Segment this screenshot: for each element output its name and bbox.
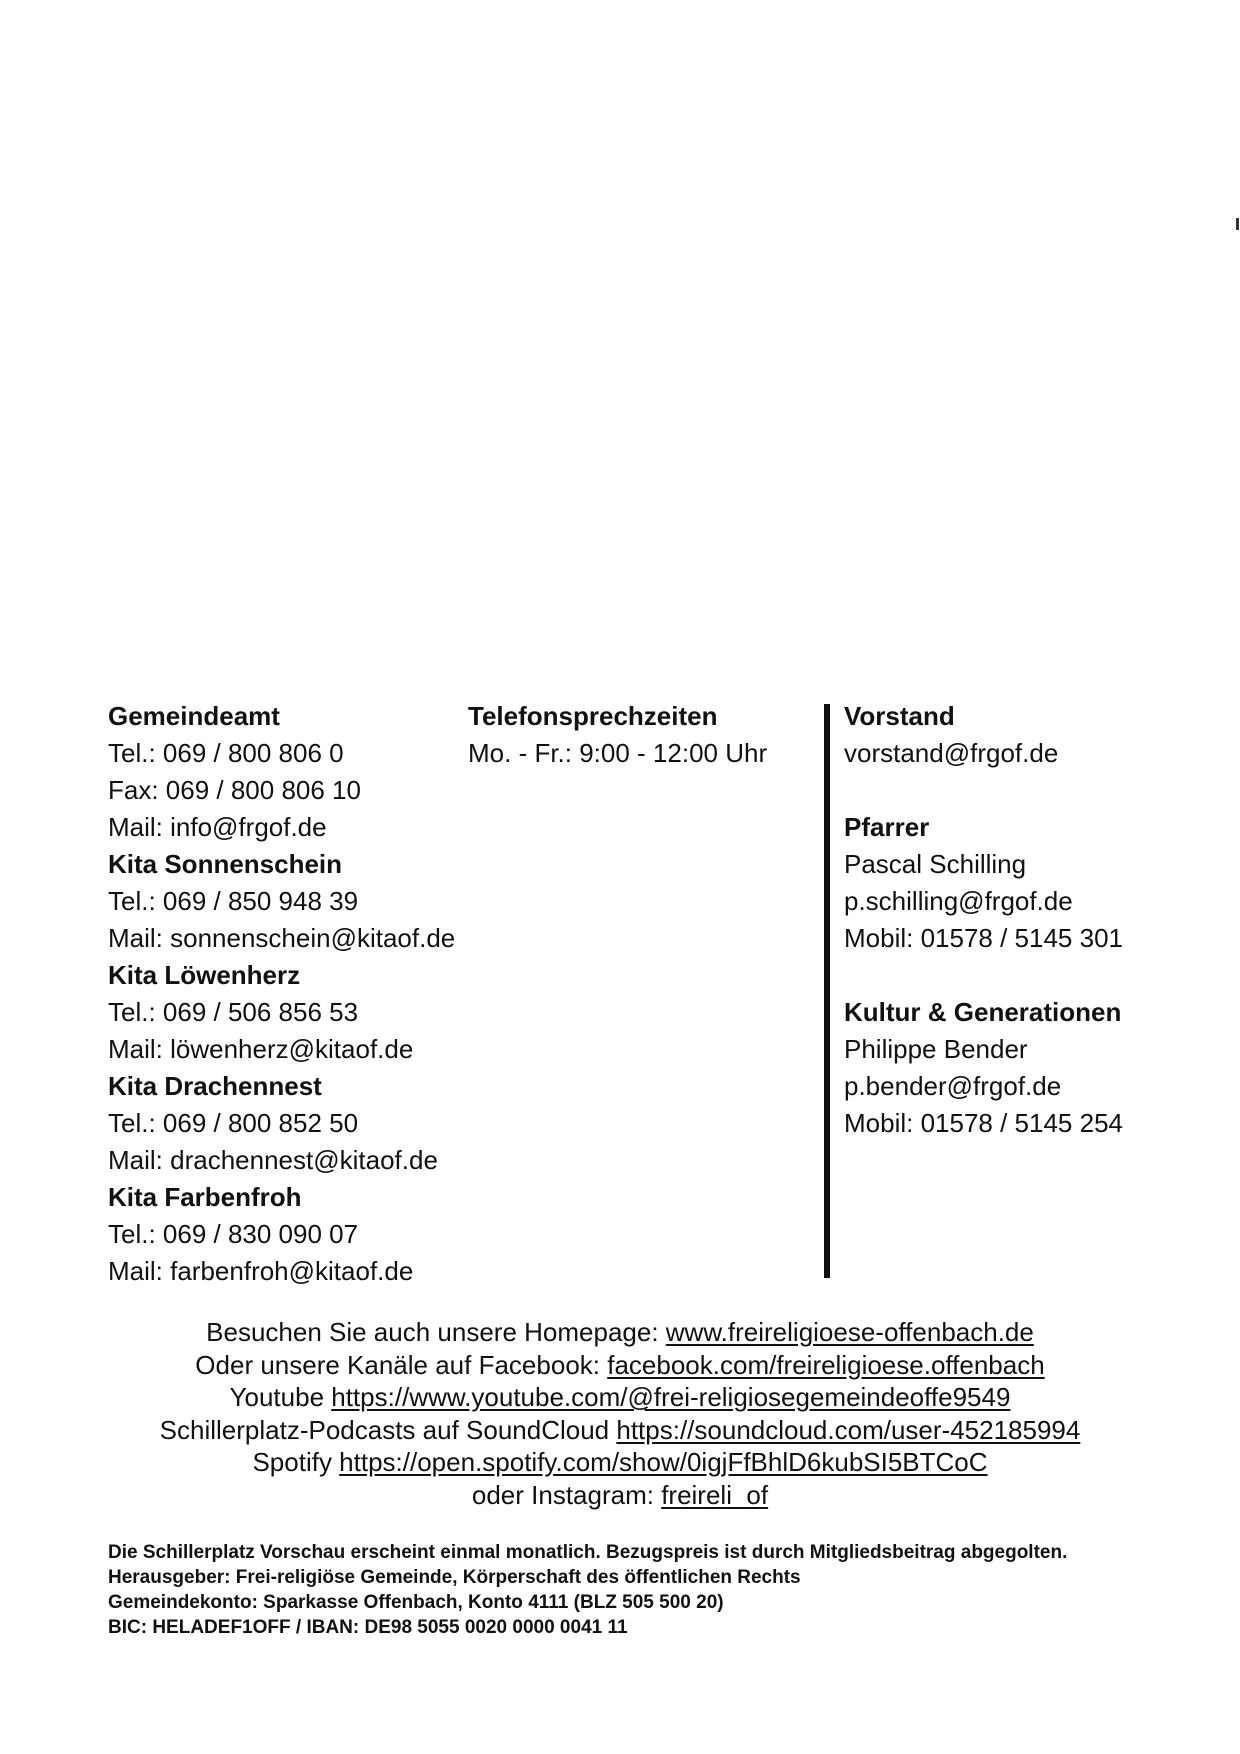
kita-farbenfroh-heading: Kita Farbenfroh [108,1182,302,1212]
kultur-heading: Kultur & Generationen [844,997,1122,1027]
kita-drachennest-mail[interactable]: Mail: drachennest@kitaof.de [108,1145,438,1175]
instagram-link[interactable]: freireli_of [661,1479,769,1510]
facebook-link[interactable]: facebook.com/freireligioese.offenbach [607,1349,1045,1380]
youtube-line [0,1381,1240,1414]
youtube-prefix: Youtube [229,1382,332,1412]
vertical-divider [824,704,830,1278]
office-hours-heading: Telefonsprechzeiten [468,701,718,731]
kultur-mobile: Mobil: 01578 / 5145 254 [844,1108,1123,1138]
footer-line-publisher: Herausgeber: Frei-religiöse Gemeinde, Körperschaft des öffentlichen Rechts [108,1567,801,1588]
footer-line-account: Gemeindekonto: Sparkasse Offenbach, Konto 4111 (BLZ 505 500 20) [108,1592,724,1613]
homepage-line [0,1316,1240,1349]
vorstand-mail[interactable]: vorstand@frgof.de [844,738,1059,768]
gemeindeamt-heading: Gemeindeamt [108,701,280,731]
office-hours-text: Mo. - Fr.: 9:00 - 12:00 Uhr [468,738,768,768]
kita-loewenherz-phone: Tel.: 069 / 506 856 53 [108,997,359,1027]
contacts-left-column [108,698,468,1290]
gemeindeamt-mail[interactable]: Mail: info@frgof.de [108,812,327,842]
pfarrer-name: Pascal Schilling [844,849,1027,879]
kita-farbenfroh-mail[interactable]: Mail: farbenfroh@kitaof.de [108,1256,414,1286]
imprint-footer [108,1540,1218,1640]
homepage-link[interactable]: www.freireligioese-offenbach.de [665,1317,1034,1347]
edge-mark [1236,218,1239,230]
gemeindeamt-phone: Tel.: 069 / 800 806 0 [108,738,344,768]
soundcloud-prefix: Schillerplatz-Podcasts auf SoundCloud [159,1414,617,1445]
kita-farbenfroh-phone: Tel.: 069 / 830 090 07 [108,1219,359,1249]
kita-sonnenschein-heading: Kita Sonnenschein [108,849,343,879]
kultur-name: Philippe Bender [844,1034,1028,1064]
spotify-prefix: Spotify [252,1447,340,1477]
pfarrer-mobile: Mobil: 01578 / 5145 301 [844,923,1123,953]
kita-sonnenschein-phone: Tel.: 069 / 850 948 39 [108,886,359,916]
pfarrer-heading: Pfarrer [844,812,930,842]
homepage-prefix: Besuchen Sie auch unsere Homepage: [206,1317,666,1347]
spotify-line [0,1446,1240,1479]
vorstand-heading: Vorstand [844,701,955,731]
spacer [844,957,1224,994]
spacer [844,772,1224,809]
kultur-mail[interactable]: p.bender@frgof.de [844,1071,1062,1101]
kita-drachennest-phone: Tel.: 069 / 800 852 50 [108,1108,359,1138]
facebook-prefix: Oder unsere Kanäle auf Facebook: [195,1349,608,1380]
footer-line-publication: Die Schillerplatz Vorschau erscheint einmal monatlich. Bezugspreis ist durch Mitgliedsbeitrag abgegolten. [108,1542,1068,1563]
instagram-prefix: oder Instagram: [471,1479,662,1510]
pfarrer-mail[interactable]: p.schilling@frgof.de [844,886,1073,916]
soundcloud-link[interactable]: https://soundcloud.com/user-452185994 [616,1414,1081,1445]
kita-loewenherz-mail[interactable]: Mail: löwenherz@kitaof.de [108,1034,414,1064]
kita-drachennest-heading: Kita Drachennest [108,1071,322,1101]
kita-sonnenschein-mail[interactable]: Mail: sonnenschein@kitaof.de [108,923,456,953]
office-hours-column [468,698,808,772]
contacts-right-column [844,698,1224,1142]
spotify-link[interactable]: https://open.spotify.com/show/0igjFfBhlD6kubSI5BTCoC [339,1447,988,1477]
links-section [0,1316,1240,1511]
soundcloud-line [0,1414,1240,1447]
kita-loewenherz-heading: Kita Löwenherz [108,960,301,990]
footer-line-bic-iban: BIC: HELADEF1OFF / IBAN: DE98 5055 0020 0000 0041 11 [108,1617,628,1638]
youtube-link[interactable]: https://www.youtube.com/@frei-religiosegemeindeoffe9549 [331,1382,1011,1412]
gemeindeamt-fax: Fax: 069 / 800 806 10 [108,775,361,805]
facebook-line [0,1349,1240,1382]
instagram-line [0,1479,1240,1512]
